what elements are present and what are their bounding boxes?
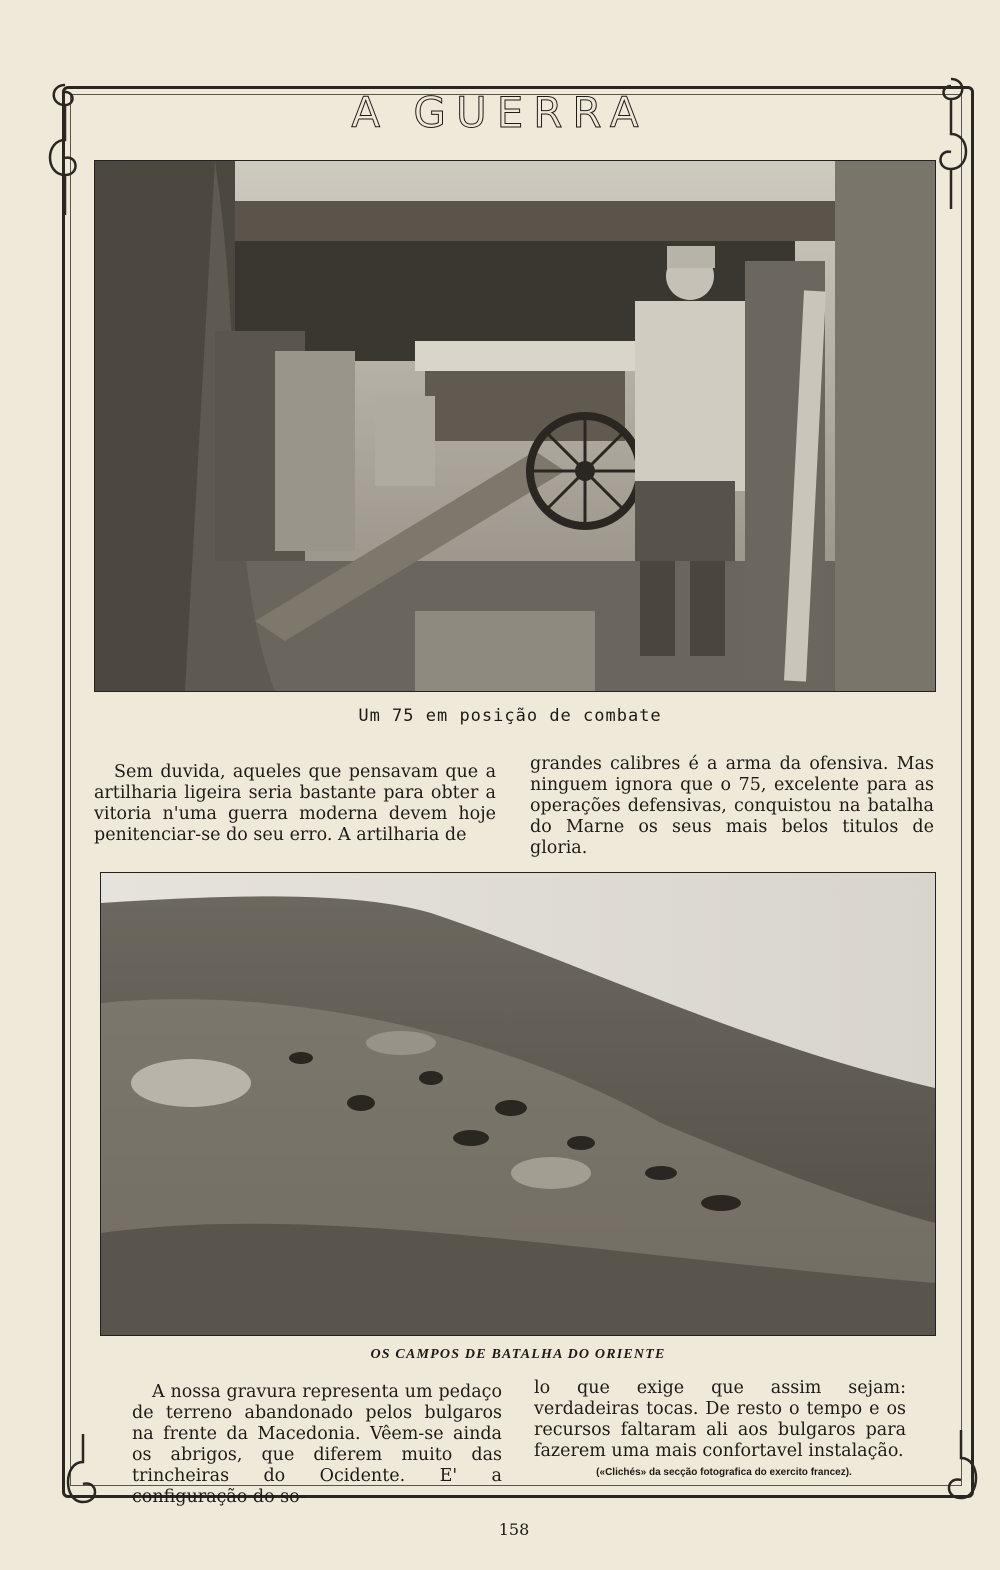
photo-credit: («Clichés» da secção fotografica do exercito francez). bbox=[596, 1467, 852, 1478]
battlefield-photo bbox=[100, 872, 936, 1336]
article1-text-left: Sem duvida, aqueles que pensavam que a artilharia ligeira seria bastante para obter a vitoria n'uma guerra moderna devem hoje penitenciar-se do seu erro. A artilharia de bbox=[94, 762, 496, 845]
page-title: A GUERRA bbox=[351, 88, 649, 137]
article2-column2 bbox=[534, 1378, 906, 1462]
photo2-caption: OS CAMPOS DE BATALHA DO ORIENTE bbox=[370, 1347, 666, 1362]
article2-column1 bbox=[132, 1382, 502, 1508]
bottom-right-ornament-icon bbox=[936, 1428, 986, 1508]
article1-column1 bbox=[94, 762, 496, 846]
article2-text-left: A nossa gravura representa um pedaço de terreno abandonado pelos bulgaros na frente da Macedonia. Vêem-se ainda os abrigos, que diferem muito das trincheiras do Ocidente. E' a configuração do so- bbox=[132, 1382, 502, 1507]
article1-column2 bbox=[530, 754, 934, 859]
article2-text-right: lo que exige que assim sejam: verdadeiras tocas. De resto o tempo e os recursos faltaram ali aos bulgaros para fazerem uma mais confortavel instalação. bbox=[534, 1378, 906, 1461]
page-number: 158 bbox=[498, 1520, 530, 1539]
artillery-photo bbox=[94, 160, 936, 692]
photo1-caption: Um 75 em posição de combate bbox=[358, 706, 662, 726]
article1-text-right: grandes calibres é a arma da ofensiva. Mas ninguem ignora que o 75, excelente para as operações defensivas, conquistou na batalha do Marne os seus mais belos titulos de gloria. bbox=[530, 754, 934, 858]
bottom-left-ornament-icon bbox=[58, 1432, 108, 1512]
